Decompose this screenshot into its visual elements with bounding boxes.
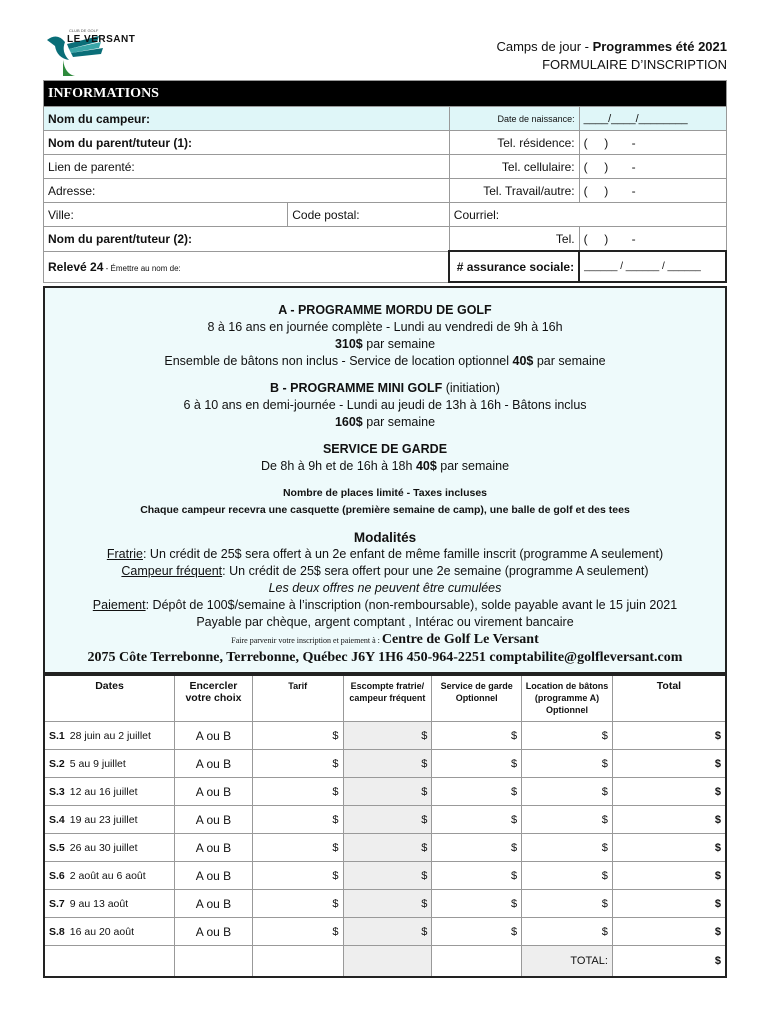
schedule-header: Dates	[44, 675, 175, 722]
week-code: S.6	[49, 869, 65, 882]
schedule-row	[44, 918, 726, 946]
tel-travail-label: Tel. Travail/autre:	[449, 179, 579, 203]
total-cell[interactable]: $	[612, 890, 726, 918]
paiement-label: Paiement	[92, 598, 146, 612]
total-cell[interactable]: $	[612, 722, 726, 750]
lien-parente-label: Lien de parenté:	[44, 155, 450, 179]
total-cell[interactable]: $	[612, 750, 726, 778]
amount-cell[interactable]: $	[343, 806, 432, 834]
tel-label: Tel.	[449, 227, 579, 252]
amount-cell[interactable]: $	[343, 834, 432, 862]
week-dates: 12 au 16 juillet	[69, 785, 138, 798]
modalites-title: Modalités	[353, 530, 417, 545]
tel-residence-label: Tel. résidence:	[449, 131, 579, 155]
week-dates: 19 au 23 juillet	[69, 813, 138, 826]
amount-cell[interactable]: $	[432, 722, 522, 750]
amount-cell[interactable]: $	[522, 862, 613, 890]
garde-title: SERVICE DE GARDE	[322, 442, 448, 456]
choice-cell[interactable]: A ou B	[175, 862, 253, 890]
fratrie-text: : Un crédit de 25$ sera offert à un 2e enfant de même famille inscrit (programme A seulement)	[142, 547, 664, 561]
amount-cell[interactable]: $	[432, 890, 522, 918]
choice-cell[interactable]: A ou B	[175, 722, 253, 750]
tel-residence-field[interactable]: ( ) -	[579, 131, 726, 155]
frequent-text: : Un crédit de 25$ sera offert pour une 2e semaine (programme A seulement)	[222, 564, 649, 578]
centre-address: 2075 Côte Terrebonne, Terrebonne, Québec J6Y 1H6 450-964-2251 comptabilite@golfleversant.com	[87, 650, 683, 665]
amount-cell[interactable]: $	[343, 750, 432, 778]
amount-cell[interactable]: $	[522, 722, 613, 750]
amount-cell[interactable]: $	[522, 834, 613, 862]
program-b-price: 160$	[334, 415, 363, 429]
informations-table	[43, 80, 727, 283]
releve-label: Relevé 24	[48, 259, 104, 274]
schedule-row	[44, 806, 726, 834]
amount-cell[interactable]: $	[252, 918, 343, 946]
amount-cell[interactable]: $	[252, 862, 343, 890]
week-code: S.1	[49, 729, 65, 742]
header	[43, 0, 727, 80]
program-b-per-week: par semaine	[362, 415, 436, 429]
courriel-label: Courriel:	[449, 203, 726, 227]
date-naissance-field[interactable]: ____/____/________	[579, 107, 726, 131]
tel-cellulaire-field[interactable]: ( ) -	[579, 155, 726, 179]
schedule-row	[44, 862, 726, 890]
schedule-row	[44, 890, 726, 918]
adresse-label: Adresse:	[44, 179, 450, 203]
week-dates: 26 au 30 juillet	[69, 841, 138, 854]
choice-cell[interactable]: A ou B	[175, 890, 253, 918]
amount-cell[interactable]: $	[252, 834, 343, 862]
program-a-title: A - PROGRAMME MORDU DE GOLF	[278, 303, 492, 317]
amount-cell[interactable]: $	[252, 750, 343, 778]
title-camps: Camps de jour -	[496, 39, 593, 54]
week-dates: 2 août au 6 août	[69, 869, 146, 882]
program-b-line1: 6 à 10 ans en demi-journée - Lundi au jeudi de 13h à 16h - Bâtons inclus	[183, 398, 587, 412]
informations-header: INFORMATIONS	[44, 81, 727, 107]
amount-cell[interactable]: $	[252, 806, 343, 834]
assurance-field[interactable]: ______ / ______ / ______	[579, 251, 726, 282]
assurance-label: # assurance sociale:	[449, 251, 579, 282]
week-code: S.3	[49, 785, 65, 798]
schedule-header: Tarif	[252, 675, 343, 722]
schedule-header: Total	[612, 675, 726, 722]
amount-cell[interactable]: $	[252, 890, 343, 918]
schedule-row	[44, 750, 726, 778]
total-label: TOTAL:	[522, 946, 613, 978]
week-dates: 28 juin au 2 juillet	[69, 729, 151, 742]
logo-text: LE VERSANT	[67, 34, 136, 45]
amount-cell[interactable]: $	[432, 862, 522, 890]
week-code: S.8	[49, 925, 65, 938]
amount-cell[interactable]: $	[432, 750, 522, 778]
schedule-row	[44, 778, 726, 806]
garde-price: 40$	[415, 459, 437, 473]
nom-campeur-label: Nom du campeur:	[44, 107, 450, 131]
total-cell[interactable]: $	[612, 778, 726, 806]
program-a-location-price: 40$	[512, 354, 534, 368]
amount-cell[interactable]: $	[252, 778, 343, 806]
garde-per-week: par semaine	[436, 459, 510, 473]
program-b-subtitle: (initiation)	[442, 381, 500, 395]
title-programmes: Programmes été 2021	[592, 39, 727, 54]
amount-cell[interactable]: $	[522, 918, 613, 946]
week-code: S.5	[49, 841, 65, 854]
date-naissance-label: Date de naissance:	[449, 107, 579, 131]
logo-subtitle: CLUB DE GOLF	[69, 28, 99, 33]
programs-box	[43, 286, 727, 674]
grand-total-cell[interactable]: $	[612, 946, 726, 978]
form-title	[496, 38, 727, 74]
amount-cell[interactable]: $	[343, 722, 432, 750]
week-code: S.4	[49, 813, 65, 826]
payable-note: Payable par chèque, argent comptant , Intérac ou virement bancaire	[196, 615, 574, 629]
week-code: S.2	[49, 757, 65, 770]
tel-cellulaire-label: Tel. cellulaire:	[449, 155, 579, 179]
parent1-label: Nom du parent/tuteur (1):	[44, 131, 450, 155]
fratrie-label: Fratrie	[106, 547, 143, 561]
parent2-label: Nom du parent/tuteur (2):	[44, 227, 450, 252]
code-postal-label: Code postal:	[288, 203, 450, 227]
total-cell[interactable]: $	[612, 834, 726, 862]
tel-travail-field[interactable]: ( ) -	[579, 179, 726, 203]
week-code: S.7	[49, 897, 65, 910]
schedule-header: Escompte fratrie/ campeur fréquent	[343, 675, 432, 722]
choice-cell[interactable]: A ou B	[175, 834, 253, 862]
week-dates: 5 au 9 juillet	[69, 757, 126, 770]
choice-cell[interactable]: A ou B	[175, 778, 253, 806]
program-a-line1: 8 à 16 ans en journée complète - Lundi au vendredi de 9h à 16h	[207, 320, 563, 334]
amount-cell[interactable]: $	[432, 918, 522, 946]
program-a-per-week: par semaine	[362, 337, 436, 351]
garde-line: De 8h à 9h et de 16h à 18h	[260, 459, 416, 473]
total-cell[interactable]: $	[612, 806, 726, 834]
week-dates: 16 au 20 août	[69, 925, 134, 938]
choice-cell[interactable]: A ou B	[175, 918, 253, 946]
ville-label: Ville:	[44, 203, 288, 227]
casquette-note: Chaque campeur recevra une casquette (première semaine de camp), une balle de golf et des tees	[140, 504, 630, 516]
program-a-price: 310$	[334, 337, 363, 351]
tel-field[interactable]: ( ) -	[579, 227, 726, 252]
schedule-row	[44, 834, 726, 862]
amount-cell[interactable]: $	[343, 890, 432, 918]
amount-cell[interactable]: $	[432, 806, 522, 834]
amount-cell[interactable]: $	[343, 862, 432, 890]
total-row	[44, 946, 726, 978]
releve-sub: - Émettre au nom de:	[103, 263, 181, 273]
amount-cell[interactable]: $	[343, 778, 432, 806]
schedule-header: Encercler votre choix	[175, 675, 253, 722]
choice-cell[interactable]: A ou B	[175, 750, 253, 778]
centre-name: Centre de Golf Le Versant	[381, 632, 539, 647]
program-b-title: B - PROGRAMME MINI GOLF	[270, 381, 443, 395]
schedule-header: Location de bâtons (programme A) Optionnel	[522, 675, 613, 722]
registration-form	[43, 0, 727, 978]
total-cell[interactable]: $	[612, 862, 726, 890]
faire-parvenir: Faire parvenir votre inscription et paiement à :	[231, 636, 382, 645]
amount-cell[interactable]: $	[252, 722, 343, 750]
amount-cell[interactable]: $	[522, 750, 613, 778]
schedule-header: Service de garde Optionnel	[432, 675, 522, 722]
program-a-location-per-week: par semaine	[533, 354, 606, 368]
week-dates: 9 au 13 août	[69, 897, 129, 910]
total-cell[interactable]: $	[612, 918, 726, 946]
title-formulaire: FORMULAIRE D’INSCRIPTION	[542, 57, 727, 72]
cumul-note: Les deux offres ne peuvent être cumulées	[268, 581, 502, 595]
amount-cell[interactable]: $	[522, 778, 613, 806]
amount-cell[interactable]: $	[522, 806, 613, 834]
schedule-row	[44, 722, 726, 750]
amount-cell[interactable]: $	[343, 918, 432, 946]
amount-cell[interactable]: $	[432, 834, 522, 862]
amount-cell[interactable]: $	[522, 890, 613, 918]
amount-cell[interactable]: $	[432, 778, 522, 806]
choice-cell[interactable]: A ou B	[175, 806, 253, 834]
frequent-label: Campeur fréquent	[121, 564, 223, 578]
schedule-table	[43, 674, 727, 978]
paiement-text: : Dépôt de 100$/semaine à l’inscription (non-remboursable), solde payable avant le 15 juin 2021	[145, 598, 678, 612]
places-note: Nombre de places limité - Taxes incluses	[282, 487, 488, 499]
program-a-line3: Ensemble de bâtons non inclus - Service de location optionnel	[164, 354, 513, 368]
